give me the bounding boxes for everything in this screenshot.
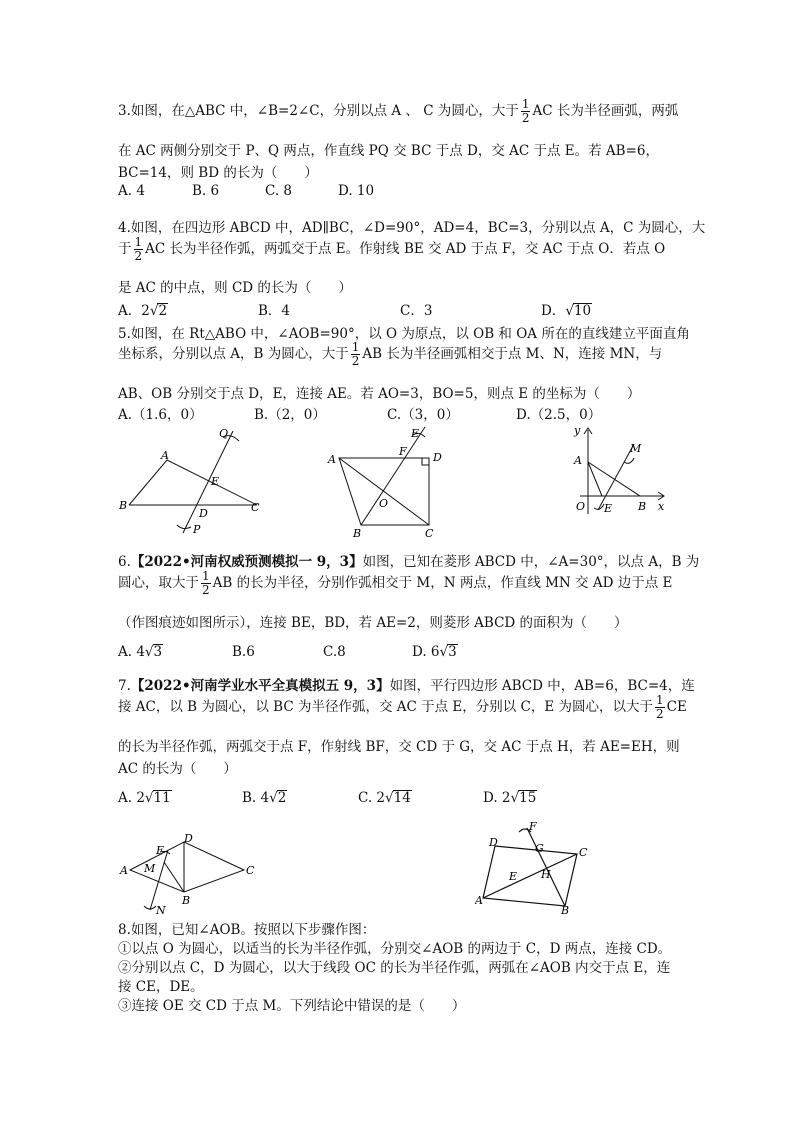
figure-quadrilateral-abcd (325, 425, 445, 540)
fig4-label-c: C (246, 864, 255, 877)
q5-option-c: C.（3，0） (387, 407, 459, 423)
q6-fraction: $\frac{1}{2}$ (202, 569, 210, 597)
q3-line2: 在 AC 两侧分别交于 P、Q 两点，作直线 PQ 交 BC 于点 D，交 AC 于点 E。若 AB=6， (118, 143, 659, 159)
q7-option-b: B. 4√2 (242, 790, 287, 806)
fig2-label-d: D (433, 451, 442, 464)
q7-option-d: D. 2√15 (483, 790, 537, 806)
q8-step3: ③连接 OE 交 CD 于点 M。下列结论中错误的是（ ） (118, 998, 466, 1014)
q7-fraction: $\frac{1}{2}$ (656, 693, 664, 721)
fig5-ray-bf (527, 828, 565, 906)
q8-step1: ①以点 O 为圆心，以适当的长为半径作弧，分别交∠AOB 的两边于 C，D 两点，连接 CD。 (118, 941, 672, 957)
q7-line2: 接 AC，以 B 为圆心，以 BC 为半径作弧，交 AC 于点 E，分别以 C，E 为圆心，以大于 $\frac{1}{2}$ CE (118, 693, 687, 721)
q8-step2b: 接 CE，DE。 (118, 979, 204, 995)
q4-option-a: A．2√2 (118, 303, 168, 319)
fig2-right-angle (422, 458, 429, 465)
q5-option-b: B.（2，0） (254, 407, 326, 423)
fig2-label-a: A (328, 453, 336, 466)
fig2-label-o: O (379, 497, 389, 510)
q5-line3: AB、OB 分别交于点 D，E，连接 AE。若 AO=3，BO=5，则点 E 的坐标为（ ） (118, 386, 641, 402)
q5-option-d: D.（2.5，0） (516, 407, 602, 423)
q5-fraction: $\frac{1}{2}$ (351, 340, 360, 368)
fig5-label-h: H (541, 868, 551, 881)
fig4-label-e: E (156, 844, 165, 857)
q8-step2a: ②分别以点 C，D 为圆心，以大于线段 OC 的长为半径作弧，两弧在∠AOB 内交于点 E，连 (118, 960, 671, 976)
fig5-label-g: G (535, 842, 544, 855)
q4-option-d: D．√10 (541, 303, 592, 319)
q3-option-c: C. 8 (265, 183, 293, 199)
fig5-label-e: E (509, 870, 518, 883)
q7-source: 【2022•河南学业水平全真模拟五 9，3】 (130, 678, 390, 694)
fig4-label-d: D (184, 832, 193, 845)
q6-line3: （作图痕迹如图所示），连接 BE，BD，若 AE=2，则菱形 ABCD 的面积为（ ） (118, 615, 628, 631)
figure-parallelogram-abcd (475, 822, 595, 914)
fig3-label-y: y (574, 424, 581, 437)
q8-block (118, 921, 688, 1016)
q7-line4: AC 的长为（ ） (118, 761, 237, 777)
q7-line3: 的长为半径作弧，两弧交于点 F，作射线 BF，交 CD 于 G，交 AC 于点 H，若 AE=EH，则 (118, 739, 680, 755)
fig2-ray-be (361, 427, 425, 525)
fig3-label-a: A (574, 454, 582, 467)
fig1-label-b: B (119, 499, 128, 512)
fig1-label-e: E (211, 475, 220, 488)
fig4-label-b: B (182, 894, 191, 907)
fig3-segment-ab (588, 462, 640, 496)
q3-option-a: A. 4 (118, 183, 145, 199)
q3-option-b: B. 6 (192, 183, 220, 199)
fig1-label-p: P (193, 523, 201, 536)
fig5-diagonal-ac (483, 854, 577, 898)
q6-source: 【2022•河南权威预测模拟一 9，3】 (130, 554, 363, 570)
fig5-label-d: D (489, 836, 498, 849)
q7-option-a: A. 2√11 (118, 790, 171, 806)
q3-line3: BC=14，则 BD 的长为（ ） (118, 165, 318, 181)
q6-option-b: B.6 (232, 644, 255, 660)
q6-option-c: C.8 (323, 644, 346, 660)
q5-option-a: A.（1.6，0） (118, 407, 203, 423)
fig5-label-a: A (475, 894, 483, 907)
q7-line1: 7.【2022•河南学业水平全真模拟五 9，3】如图，平行四边形 ABCD 中，AB=6，BC=4，连 (118, 678, 695, 694)
q5-line2: 坐标系，分别以点 A，B 为圆心，大于 $\frac{1}{2}$ AB 长为半径画弧相交于点 M、N，连接 MN，与 (118, 340, 663, 368)
fig3-label-b: B (638, 500, 647, 513)
fig2-label-f: F (399, 445, 407, 458)
q3-option-d: D. 10 (338, 183, 375, 199)
fig1-arc-p (177, 525, 191, 529)
fig3-label-m: M (630, 442, 642, 455)
q4-fraction: $\frac{1}{2}$ (134, 235, 143, 263)
fig1-triangle (129, 460, 257, 505)
fig4-label-a: A (120, 864, 128, 877)
q4-line2: 于 $\frac{1}{2}$ AC 长为半径作弧，两弧交于点 E。作射线 BE 交 AD 于点 F，交 AC 于点 O．若点 O (118, 235, 666, 263)
fig4-label-n: N (156, 904, 166, 915)
q4-option-b: B．4 (258, 303, 291, 319)
fig2-label-c: C (425, 527, 434, 540)
fig4-line-mn (150, 850, 168, 910)
fig2-label-e: E (411, 427, 420, 440)
q7-option-c: C. 2√14 (358, 790, 411, 806)
fig2-label-b: B (353, 527, 362, 540)
fig2-diagonal-ac (339, 458, 429, 525)
figure-triangle-abc (115, 425, 275, 540)
fig1-label-q: Q (219, 427, 229, 440)
fig5-label-b: B (561, 904, 570, 914)
fig5-label-f: F (529, 822, 537, 833)
fig1-label-a: A (161, 449, 169, 462)
q4-line3: 是 AC 的中点，则 CD 的长为（ ） (118, 280, 352, 296)
fig3-line-mn (598, 444, 634, 510)
q6-option-d: D. 6√3 (412, 644, 457, 660)
fig4-label-m: M (144, 862, 156, 875)
q5-line1: 5.如图，在 Rt△ABO 中，∠AOB=90°，以 O 为原点，以 OB 和 OA 所在的直线建立平面直角 (118, 326, 690, 342)
q6-line1: 6.【2022•河南权威预测模拟一 9，3】如图，已知在菱形 ABCD 中，∠A=30°，以点 A，B 为 (118, 554, 700, 570)
figure-rhombus-abcd (118, 830, 258, 915)
fig3-label-e: E (604, 502, 613, 515)
q4-option-c: C．3 (400, 303, 433, 319)
q3-fraction: $\frac{1}{2}$ (521, 97, 530, 125)
fig1-line-pq (183, 431, 233, 533)
q6-option-a: A. 4√3 (118, 644, 163, 660)
q3-line1: 3.如图，在△ABC 中，∠B=2∠C，分别以点 A 、 C 为圆心，大于 $\frac{1}{2}$ AC 长为半径画弧，两弧 (118, 97, 679, 125)
fig3-label-o: O (576, 500, 586, 513)
fig4-arc-n (144, 906, 156, 909)
fig5-label-c: C (579, 846, 588, 859)
q4-line1: 4.如图，在四边形 ABCD 中，AD∥BC，∠D=90°，AD=4，BC=3，分别以点 A，C 为圆心，大 (118, 220, 706, 236)
figure-coordinate-abo (560, 422, 675, 522)
q6-line2: 圆心，取大于 $\frac{1}{2}$ AB 的长为半径，分别作弧相交于 M，N 两点，作直线 MN 交 AD 边于点 E (118, 569, 673, 597)
fig1-label-c: C (251, 501, 260, 514)
fig3-label-x: x (658, 500, 665, 513)
q8-line1: 8.如图，已知∠AOB。按照以下步骤作图： (118, 922, 376, 938)
fig1-label-d: D (199, 507, 208, 520)
